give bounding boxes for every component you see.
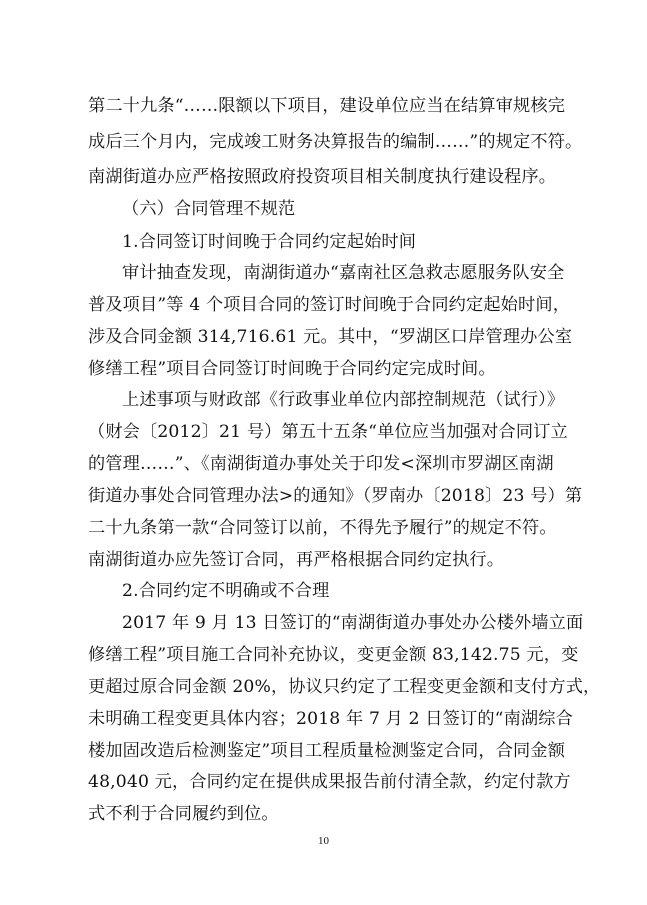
body-line: 二十九条第一款“合同签订以前，不得先予履行”的规定不符。 xyxy=(88,518,557,538)
body-line: 48,040 元，合同约定在提供成果报告前付清全款，约定付款方 xyxy=(88,772,571,792)
body-line: 修缮工程”项目合同签订时间晚于合同约定完成时间。 xyxy=(88,359,496,379)
body-line: 修缮工程”项目施工合同补充协议，变更金额 83,142.75 元，变 xyxy=(88,645,579,665)
body-line: 2017 年 9 月 13 日签订的“南湖街道办事处办公楼外墙立面 xyxy=(122,613,584,633)
body-line: 更超过原合同金额 20%，协议只约定了工程变更金额和支付方式， xyxy=(88,677,601,697)
body-line: 南湖街道办应先签订合同，再严格根据合同约定执行。 xyxy=(88,550,505,570)
body-line: 的管理……”、《南湖街道办事处关于印发<深圳市罗湖区南湖 xyxy=(88,454,554,474)
body-line: 第二十九条“……限额以下项目，建设单位应当在结算审规核完 xyxy=(88,96,566,116)
subsection-heading: 1.合同签订时间晚于合同约定起始时间 xyxy=(122,232,417,252)
body-line: 楼加固改造后检测鉴定”项目工程质量检测鉴定合同，合同金额 xyxy=(88,741,566,761)
body-line: 上述事项与财政部《行政事业单位内部控制规范（试行）》 xyxy=(122,390,565,410)
body-line: 南湖街道办应严格按照政府投资项目相关制度执行建设程序。 xyxy=(88,167,557,187)
body-line: 审计抽查发现，南湖街道办“嘉南社区急救志愿服务队安全 xyxy=(122,263,565,283)
subsection-heading: 2.合同约定不明确或不合理 xyxy=(122,581,330,601)
body-line: 涉及合同金额 314,716.61 元。其中，“罗湖区口岸管理办公室 xyxy=(88,327,573,347)
body-line: 成后三个月内，完成竣工财务决算报告的编制……”的规定不符。 xyxy=(88,132,583,152)
body-line: 式不利于合同履约到位。 xyxy=(88,804,279,824)
section-heading: （六）合同管理不规范 xyxy=(122,199,296,219)
body-line: （财会〔2012〕21 号）第五十五条“单位应当加强对合同订立 xyxy=(88,422,568,442)
body-line: 街道办事处合同管理办法>的通知》（罗南办〔2018〕23 号）第 xyxy=(88,486,583,506)
body-line: 未明确工程变更具体内容；2018 年 7 月 2 日签订的“南湖综合 xyxy=(88,709,573,729)
page-number: 10 xyxy=(318,835,329,847)
body-line: 普及项目”等 4 个项目合同的签订时间晚于合同约定起始时间， xyxy=(88,295,571,315)
